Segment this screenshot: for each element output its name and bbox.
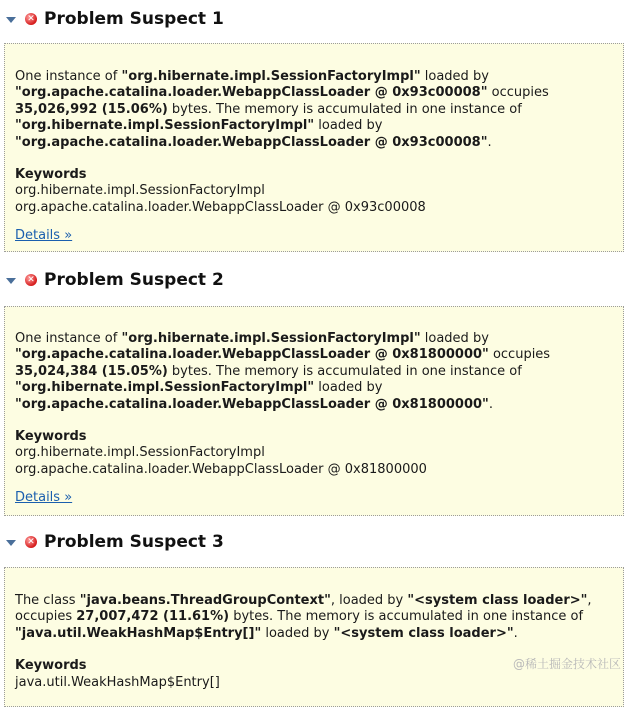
chevron-down-icon[interactable]: [6, 278, 16, 284]
suspect-detail-box: [4, 306, 624, 516]
description-text: .: [487, 134, 492, 150]
suspect-description: [15, 593, 623, 642]
suspect-header: [0, 7, 624, 31]
class-name: "java.beans.ThreadGroupContext": [79, 593, 331, 608]
chevron-down-icon[interactable]: [6, 540, 16, 546]
keyword-item: org.apache.catalina.loader.WebappClassLoader @ 0x81800000: [15, 461, 427, 477]
suspect-title: Problem Suspect 3: [44, 532, 224, 552]
keyword-item: java.util.WeakHashMap$Entry[]: [15, 674, 220, 690]
description-text: .: [488, 396, 493, 412]
class-loader-name: "<system class loader>": [407, 593, 588, 608]
description-text: bytes. The memory is accumulated in one instance of: [167, 101, 522, 117]
suspect-header: [0, 268, 624, 292]
description-text: loaded by: [314, 118, 383, 134]
watermark: @稀土掘金技术社区: [512, 657, 621, 671]
class-name: "org.hibernate.impl.SessionFactoryImpl": [121, 331, 421, 346]
details-link[interactable]: Details »: [15, 490, 73, 506]
class-loader-name: "org.apache.catalina.loader.WebappClassLoader @ 0x81800000": [15, 347, 489, 363]
problem-suspect-2: [0, 268, 624, 516]
suspect-title: Problem Suspect 2: [44, 270, 224, 290]
keywords-heading: Keywords: [15, 658, 87, 674]
retained-size: 27,007,472 (11.61%): [76, 609, 230, 625]
keywords-heading: Keywords: [15, 167, 87, 183]
description-text: loaded by: [420, 331, 489, 346]
keywords-heading: Keywords: [15, 429, 87, 445]
suspect-description: [15, 69, 623, 151]
accumulation-class-name: "java.util.WeakHashMap$Entry[]": [15, 625, 262, 641]
description-text: bytes. The memory is accumulated in one instance of: [167, 363, 522, 379]
suspect-description: [15, 331, 623, 413]
problem-suspect-1: [0, 7, 624, 252]
keyword-item: org.hibernate.impl.SessionFactoryImpl: [15, 445, 265, 461]
description-text: loaded by: [314, 380, 383, 396]
accumulation-class-name: "org.hibernate.impl.SessionFactoryImpl": [15, 380, 315, 396]
keyword-item: org.hibernate.impl.SessionFactoryImpl: [15, 183, 265, 199]
description-text: occupies: [15, 609, 77, 625]
description-text: bytes. The memory is accumulated in one instance of: [229, 609, 584, 625]
description-text: loaded by: [420, 69, 489, 84]
description-text: The class: [15, 593, 80, 608]
description-text: loaded by: [261, 625, 334, 641]
accumulation-loader-name: "<system class loader>": [333, 625, 514, 641]
suspect-title: Problem Suspect 1: [44, 9, 224, 29]
problem-suspect-3: [0, 530, 624, 707]
chevron-down-icon[interactable]: [6, 17, 16, 23]
retained-size: 35,024,384 (15.05%): [15, 363, 168, 379]
error-icon: ✕: [25, 536, 37, 548]
accumulation-loader-name: "org.apache.catalina.loader.WebappClassLoader @ 0x81800000": [15, 396, 489, 412]
description-text: occupies: [488, 347, 551, 363]
error-icon: ✕: [25, 13, 37, 25]
description-text: , loaded by: [330, 593, 408, 608]
description-text: occupies: [487, 85, 549, 101]
class-loader-name: "org.apache.catalina.loader.WebappClassLoader @ 0x93c00008": [15, 85, 488, 101]
error-icon: ✕: [25, 274, 37, 286]
description-text: One instance of: [15, 69, 122, 84]
suspect-header: [0, 530, 624, 554]
description-text: .: [513, 625, 518, 641]
suspect-detail-box: [4, 43, 624, 252]
details-link[interactable]: Details »: [15, 228, 73, 244]
suspect-detail-box: [4, 567, 624, 707]
keyword-item: org.apache.catalina.loader.WebappClassLoader @ 0x93c00008: [15, 199, 426, 215]
retained-size: 35,026,992 (15.06%): [15, 101, 168, 117]
description-text: One instance of: [15, 331, 122, 346]
class-name: "org.hibernate.impl.SessionFactoryImpl": [121, 69, 421, 84]
accumulation-class-name: "org.hibernate.impl.SessionFactoryImpl": [15, 118, 315, 134]
description-text: ,: [587, 593, 592, 608]
accumulation-loader-name: "org.apache.catalina.loader.WebappClassLoader @ 0x93c00008": [15, 134, 488, 150]
